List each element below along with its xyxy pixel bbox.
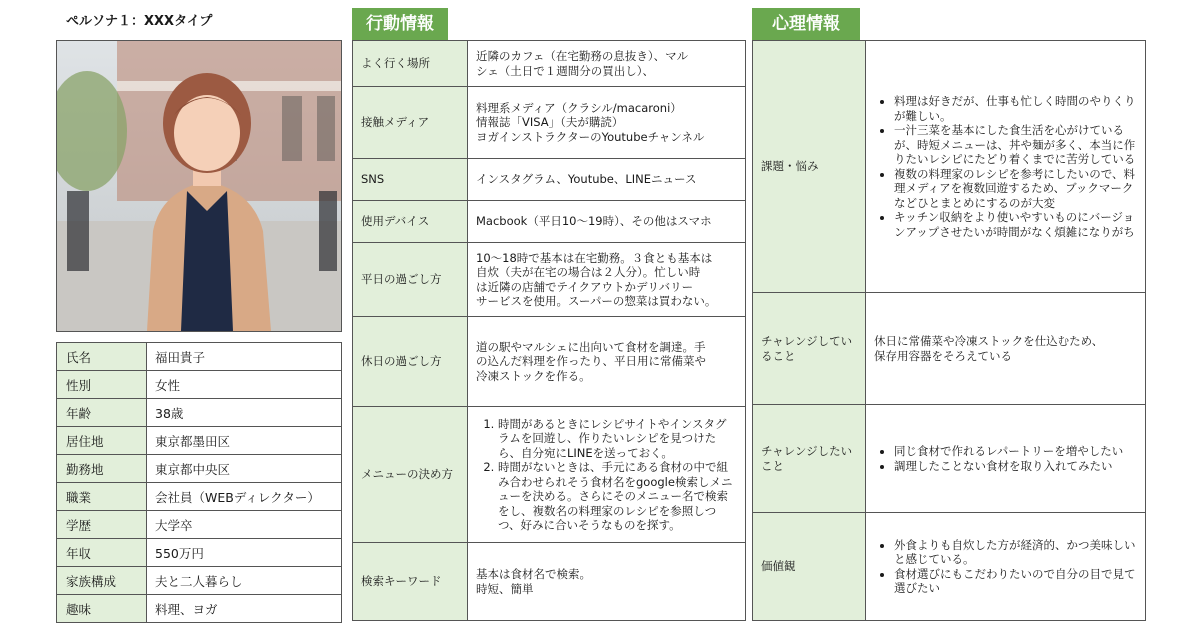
table-row <box>57 343 342 371</box>
text-line: シェ（土日で１週間分の買出し）、 <box>476 63 655 78</box>
profile-value: 大学卒 <box>147 511 342 539</box>
table-row <box>57 511 342 539</box>
psychology-label: チャレンジしていること <box>753 293 866 405</box>
behavior-value <box>468 317 746 407</box>
profile-label: 年齢 <box>57 399 147 427</box>
psychology-label: チャレンジしたいこと <box>753 405 866 513</box>
behavior-label: 接触メディア <box>353 87 468 159</box>
profile-value: 会社員（WEBディレクター） <box>147 483 342 511</box>
text-line: 情報誌「VISA」（夫が購読） <box>476 115 624 130</box>
text-line: 10〜18時で基本は在宅勤務。３食とも基本は <box>476 250 713 265</box>
list-item: • 調理したことない食材を取り入れてみたい <box>894 459 1137 474</box>
behavior-value <box>468 87 746 159</box>
behavior-value <box>468 243 746 317</box>
text-line: ヨガインストラクターのYoutubeチャンネル <box>476 129 705 144</box>
text-line: 時短、簡単 <box>476 581 534 596</box>
table-row <box>353 159 746 201</box>
behavior-value <box>468 41 746 87</box>
text-line: 休日に常備菜や冷凍ストックを仕込むため、 <box>874 334 1104 348</box>
table-row <box>57 427 342 455</box>
psychology-label: 課題・悩み <box>753 41 866 293</box>
behavior-label: 検索キーワード <box>353 543 468 621</box>
profile-label: 氏名 <box>57 343 147 371</box>
profile-value: 女性 <box>147 371 342 399</box>
table-row <box>353 407 746 543</box>
table-row <box>57 595 342 623</box>
profile-value: 550万円 <box>147 539 342 567</box>
profile-label: 趣味 <box>57 595 147 623</box>
list-item: 2. 時間がないときは、手元にある食材の中で組み合わせられそう食材名をgoogle検索しメニューを決める。さらにそのメニュー名で検索をし、複数名の料理家のレシピを参照しつつ、好みに合いそうなものを探す。 <box>498 460 737 533</box>
profile-label: 学歴 <box>57 511 147 539</box>
list-item: • キッチン収納をより使いやすいものにバージョンアップさせたいが時間がなく煩雑になりがち <box>894 210 1137 239</box>
text-line: は近隣の店舗でテイクアウトかデリバリー <box>476 279 694 294</box>
text-line: 保存用容器をそろえている <box>874 348 1012 363</box>
bullet-list <box>874 444 1137 473</box>
table-row <box>57 455 342 483</box>
persona-photo <box>56 40 342 332</box>
persona-title: ペルソナ１：XXXタイプ <box>66 14 213 29</box>
table-row <box>753 513 1146 621</box>
text-line: の込んだ料理を作ったり、平日用に常備菜や <box>476 354 706 369</box>
table-row <box>753 41 1146 293</box>
profile-value: 東京都墨田区 <box>147 427 342 455</box>
table-row <box>353 243 746 317</box>
table-row <box>57 371 342 399</box>
table-row <box>57 539 342 567</box>
table-row <box>353 201 746 243</box>
text-line: 料理系メディア（クラシル/macaroni） <box>476 100 682 115</box>
psychology-value <box>866 513 1146 621</box>
psychology-label: 価値観 <box>753 513 866 621</box>
behavior-label: メニューの決め方 <box>353 407 468 543</box>
profile-value: 福田貴子 <box>147 343 342 371</box>
table-row <box>57 483 342 511</box>
text-line: サービスを使用。スーパーの惣菜は買わない。 <box>476 294 717 308</box>
profile-value: 38歳 <box>147 399 342 427</box>
bullet-list <box>874 538 1137 596</box>
list-item: • 料理は好きだが、仕事も忙しく時間のやりくりが難しい。 <box>894 94 1137 123</box>
bullet-list <box>874 94 1137 239</box>
list-item: • 複数の料理家のレシピを参考にしたいので、料理メディアを複数回遊するため、ブックマークなどひとまとめにするのが大変 <box>894 167 1137 211</box>
table-row <box>57 567 342 595</box>
text-line: 近隣のカフェ（在宅勤務の息抜き）、マル <box>476 49 689 63</box>
behavior-value: インスタグラム、Youtube、LINEニュース <box>468 159 746 201</box>
profile-value: 東京都中央区 <box>147 455 342 483</box>
behavior-value: Macbook（平日10〜19時）、その他はスマホ <box>468 201 746 243</box>
psychology-value <box>866 41 1146 293</box>
list-item: 1. 時間があるときにレシピサイトやインスタグラムを回遊し、作りたいレシピを見つけたら、自分宛にLINEを送っておく。 <box>498 417 737 461</box>
behavior-label: SNS <box>353 159 468 201</box>
table-row <box>57 399 342 427</box>
profile-value: 夫と二人暮らし <box>147 567 342 595</box>
behavior-value <box>468 407 746 543</box>
behavior-table <box>352 40 746 621</box>
profile-label: 家族構成 <box>57 567 147 595</box>
table-row <box>353 41 746 87</box>
numbered-list <box>476 417 737 533</box>
table-row <box>353 543 746 621</box>
psychology-value <box>866 405 1146 513</box>
list-item: • 一汁三菜を基本にした食生活を心がけているが、時短メニューは、丼や麺が多く、本当に作りたいレシピにたどり着くまでに苦労している <box>894 123 1137 167</box>
list-item: • 外食よりも自炊した方が経済的、かつ美味しいと感じている。 <box>894 538 1137 567</box>
table-row <box>353 317 746 407</box>
table-row <box>753 405 1146 513</box>
table-row <box>353 87 746 159</box>
psychology-heading: 心理情報 <box>752 8 860 40</box>
behavior-label: 平日の過ごし方 <box>353 243 468 317</box>
profile-table <box>56 342 342 623</box>
psychology-value <box>866 293 1146 405</box>
behavior-label: 休日の過ごし方 <box>353 317 468 407</box>
profile-value: 料理、ヨガ <box>147 595 342 623</box>
list-item: • 食材選びにもこだわりたいので自分の目で見て選びたい <box>894 567 1137 596</box>
profile-label: 年収 <box>57 539 147 567</box>
text-line: 道の駅やマルシェに出向いて食材を調達。手 <box>476 339 706 354</box>
profile-label: 勤務地 <box>57 455 147 483</box>
behavior-label: 使用デバイス <box>353 201 468 243</box>
profile-label: 職業 <box>57 483 147 511</box>
text-line: 自炊（夫が在宅の場合は２人分）。忙しい時 <box>476 265 701 279</box>
profile-label: 居住地 <box>57 427 147 455</box>
psychology-table <box>752 40 1146 621</box>
text-line: 冷凍ストックを作る。 <box>476 368 591 383</box>
text-line: 基本は食材名で検索。 <box>476 567 591 581</box>
behavior-heading: 行動情報 <box>352 8 448 40</box>
behavior-value <box>468 543 746 621</box>
profile-label: 性別 <box>57 371 147 399</box>
list-item: • 同じ食材で作れるレパートリーを増やしたい <box>894 444 1137 459</box>
table-row <box>753 293 1146 405</box>
behavior-label: よく行く場所 <box>353 41 468 87</box>
